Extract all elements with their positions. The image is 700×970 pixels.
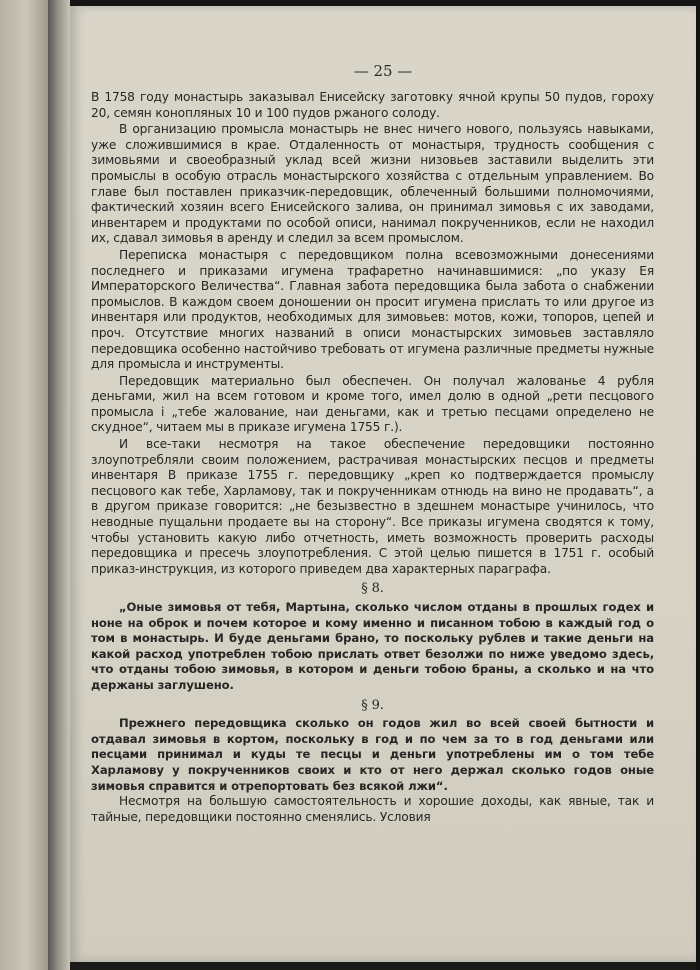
- paragraph-1: В 1758 году монастырь заказывал Енисейску заготовку ячной крупы 50 пудов, гороху 20, семян конопляных 10 и 100 пудов ржаного солоду.: [91, 90, 654, 120]
- section-8-heading: § 8.: [361, 581, 384, 597]
- paragraph-5: И все-таки несмотря на такое обеспечение передовщики постоянно злоупотребляли своим положением, растрачивая монастырских песцов и предметы инвентаря В приказе 1755 г. передовщику „креп ко подтверждается промыслу песцового как тебе, Харламову, так и покрученникам отнюдь на вино не продавать“, а в другом приказе говорится: „не безызвестно в здешнем монастыре учинилось, что неводные пущальни продаете вы на сторону“. Все приказы игумена сводятся к тому, чтобы установить какую либо отчетность, иметь возможность проверить расходы передовщика и пресечь злоупотребления. С этой целью пишется в 1751 г. особый приказ-инструкция, из которого приведем два характерных параграфа.: [91, 437, 654, 576]
- section-9-quote: [91, 716, 654, 794]
- section-9-heading: § 9.: [361, 697, 384, 713]
- page-bottom-shadow: [70, 962, 696, 970]
- book-page: [70, 6, 696, 962]
- page-body: [91, 90, 654, 825]
- closing-paragraph: Несмотря на большую самостоятельность и хорошие доходы, как явные, так и тайные, передовщики постоянно сменялись. Условия: [91, 794, 654, 824]
- section-8-quote: [91, 600, 654, 694]
- previous-page-edge: [0, 0, 48, 970]
- page-number: — 25 —: [353, 62, 413, 80]
- section-8-text: „Оные зимовья от тебя, Мартына, сколько числом отданы в прошлых годех и ноне на оброк и почем которое и кому именно и писанном тобою в каждый год о том в монастырь. И буде деньгами брано, то поскольку рублев и такие деньги на какой расход употреблен тобою прислать ответ безолжи по ниже уведомо здесь, что отданы тобою зимовья, в котором и деньги тобою браны, а сколько и на что держаны заглушено.: [91, 600, 654, 692]
- book-gutter: [48, 0, 70, 970]
- paragraph-4: Передовщик материально был обеспечен. Он получал жалованье 4 рубля деньгами, жил на всем готовом и кроме того, имел долю в одной „рети песцового промысла i „тебе жалование, наи деньгами, как и третью песцами определено не скудное“, читаем мы в приказе игумена 1755 г.).: [91, 373, 654, 435]
- section-9-text: Прежнего передовщика сколько он годов жил во всей своей бытности и отдавал зимовья в кортом, поскольку в год и по чем за то в год деньгами или песцами принимал и куды те песцы и деньги употреблены им о том тебе Харламову у покрученников своих и кто от него держал сколько годов оные зимовья справится и отрепортовать без всякой лжи“.: [91, 716, 654, 793]
- paragraph-2: В организацию промысла монастырь не внес ничего нового, пользуясь навыками, уже сложившимися в крае. Отдаленность от монастыря, трудность сообщения с зимовьями и своеобразный уклад всей жизни низовьев заставили выделить эти промыслы в особую отрасль монастырского хозяйства с отдельным управлением. Во главе был поставлен приказчик-передовщик, облеченный большими полномочиями, фактический хозяин всего Енисейского залива, он принимал зимовья с их заводами, инвентарем и продуктами по особой описи, нанимал покрученников, если не находил их, сдавал зимовья в аренду и следил за всем промыслом.: [91, 122, 654, 246]
- paragraph-3: Переписка монастыря с передовщиком полна всевозможными донесениями последнего и приказами игумена трафаретно начинавшимися: „по указу Ея Императорского Величества“. Главная забота передовщика была забота о снабжении промыслов. В каждом своем доношении он просит игумена прислать то или другое из инвентаря или продуктов, необходимых для зимовьев: мотов, кожи, топоров, цепей и проч. Отсутствие многих названий в описи монастырских зимовьев заставляло передовщика особенно настойчиво требовать от игумена различные предметы нужные для промысла и инструменты.: [91, 247, 654, 372]
